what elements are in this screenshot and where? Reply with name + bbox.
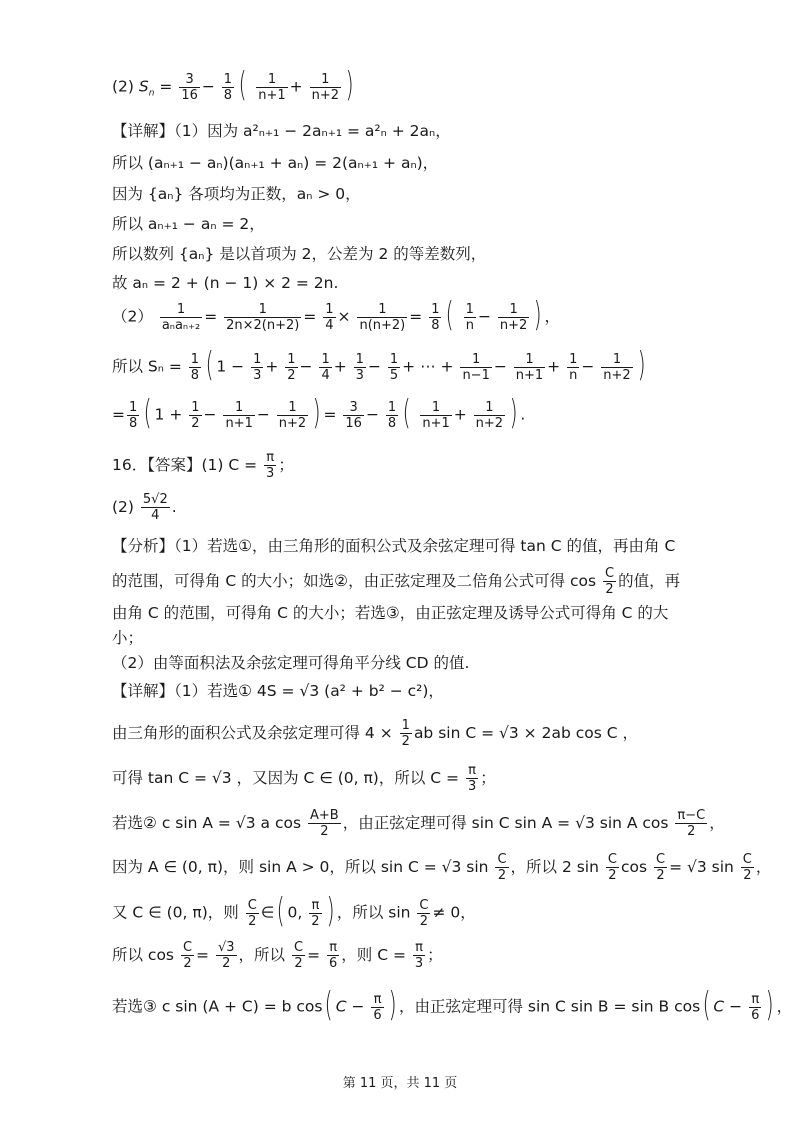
q16-detail-7: 所以 cos $\frac{C}{2}$ = $\frac{√3}{2}$ ，所以 $\frac{C}{2}$ = $\frac{\pi}{6}$ ，则 C = $\frac{\pi}{3}$ ； bbox=[112, 940, 443, 971]
detail-line-5: 所以数列 {aₙ} 是以首项为 2，公差为 2 的等差数列， bbox=[112, 245, 487, 263]
n-sub: n bbox=[148, 88, 155, 99]
q16-detail-6: 又 C ∈ (0, π)，则 $\frac{C}{2}$ ∈( 0, $\frac{\pi}{2}$ ) ，所以 sin $\frac{C}{2}$ ≠ 0， bbox=[112, 891, 476, 931]
q16-detail-1: 【详解】（1）若选① 4S = √3 (a² + b² − c²)， bbox=[112, 682, 444, 700]
answer-2-formula: (2) $S_n$ = $\frac{3}{16}$ − $\frac{1}{8}$ ( $\frac{1}{n+1}$ + $\frac{1}{n+2}$ ) bbox=[112, 65, 354, 105]
q16-detail-5: 因为 A ∈ (0, π)，则 sin A > 0，所以 sin C = √3 sin $\frac{C}{2}$ ，所以 2 sin $\frac{C}{2}$ cos $\frac{C}{2}$ = √3 sin $\frac{C}{2}$ ， bbox=[112, 852, 772, 883]
q16-answer-1: 16．【答案】(1) C = $\frac{\pi}{3}$ ； bbox=[112, 450, 294, 481]
analysis-line-2: 的范围，可得角 C 的大小；如选②，由正弦定理及二倍角公式可得 cos $\frac{C}{2}$ 的值，再 bbox=[112, 566, 681, 597]
part2-formula: （2） $\frac{1}{\text{aₙaₙ₊₂}}$ = $\frac{1}{2n\times 2(n+2)}$ = $\frac{1}{4}$ × $\frac{1}{n(n+2)}$ = $\frac{1}{8}$ ( $\frac{1}{n}$ − $\frac{1}{n+2}$ ) ， bbox=[112, 295, 561, 335]
analysis-line-3: 由角 C 的范围，可得角 C 的大小；若选③，由正弦定理及诱导公式可得角 C 的大 bbox=[112, 604, 669, 622]
fraction: $\frac{3}{16}$ bbox=[181, 71, 198, 103]
q16-detail-2: 由三角形的面积公式及余弦定理可得 4 × $\frac{1}{2}$ ab sin C = √3 × 2ab cos C ， bbox=[112, 718, 638, 749]
detail-line-2: 所以 (aₙ₊₁ − aₙ)(aₙ₊₁ + aₙ) = 2(aₙ₊₁ + aₙ)， bbox=[112, 154, 439, 172]
label: (2) bbox=[112, 77, 134, 96]
fraction: $\frac{1}{8}$ bbox=[223, 71, 233, 103]
q16-answer-2: (2) $\frac{5√2}{4}$ . bbox=[112, 492, 177, 523]
detail-line-1: 【详解】（1）因为 a²ₙ₊₁ − 2aₙ₊₁ = a²ₙ + 2aₙ， bbox=[112, 122, 451, 140]
detail-line-3: 因为 {aₙ} 各项均为正数，aₙ > 0， bbox=[112, 185, 361, 203]
fraction: $\frac{1}{n+2}$ bbox=[311, 71, 339, 103]
analysis-line-1: 【分析】（1）若选①，由三角形的面积公式及余弦定理可得 tan C 的值，再由角 C bbox=[112, 537, 676, 555]
analysis-line-4: 小； bbox=[112, 629, 144, 647]
analysis-line-5: （2）由等面积法及余弦定理可得角平分线 CD 的值. bbox=[112, 654, 470, 672]
page-footer: 第 11 页，共 11 页 bbox=[342, 1076, 458, 1091]
sum-formula-2: = $\frac{1}{8}$ ( 1 + $\frac{1}{2}$ − $\frac{1}{n+1}$ − $\frac{1}{n+2}$ ) = $\frac{3}{16}$ − $\frac{1}{8}$ ( $\frac{1}{n+1}$ + $\frac{1}{n+2}$ ) . bbox=[112, 393, 526, 433]
s-symbol: S bbox=[138, 77, 149, 96]
detail-line-6: 故 aₙ = 2 + (n − 1) × 2 = 2n. bbox=[112, 274, 339, 292]
sum-formula-1: 所以 Sₙ = $\frac{1}{8}$ ( 1 − $\frac{1}{3}$ + $\frac{1}{2}$ − $\frac{1}{4}$ + $\frac{1}{3}$ − $\frac{1}{5}$ + ⋯ + $\frac{1}{n-1}$ − $\frac{1}{n+1}$ + $\frac{1}{n}$ − $\frac{1}{n+2}$ ) bbox=[112, 345, 646, 385]
detail-line-4: 所以 aₙ₊₁ − aₙ = 2， bbox=[112, 215, 265, 233]
q16-detail-8: 若选③ c sin (A + C) = b cos( C − $\frac{\pi}{6}$ ) ，由正弦定理可得 sin C sin B = sin B cos( C − $\frac{\pi}{6}$ ) ， bbox=[112, 985, 793, 1025]
q16-detail-3: 可得 tan C = √3 ，又因为 C ∈ (0, π)，所以 C = $\frac{\pi}{3}$ ； bbox=[112, 763, 496, 794]
fraction: $\frac{1}{n+1}$ bbox=[258, 71, 286, 103]
q16-detail-4: 若选② c sin A = √3 a cos $\frac{A+B}{2}$ ，由正弦定理可得 sin C sin A = √3 sin A cos $\frac{\pi-C}{2}$ ， bbox=[112, 808, 725, 839]
